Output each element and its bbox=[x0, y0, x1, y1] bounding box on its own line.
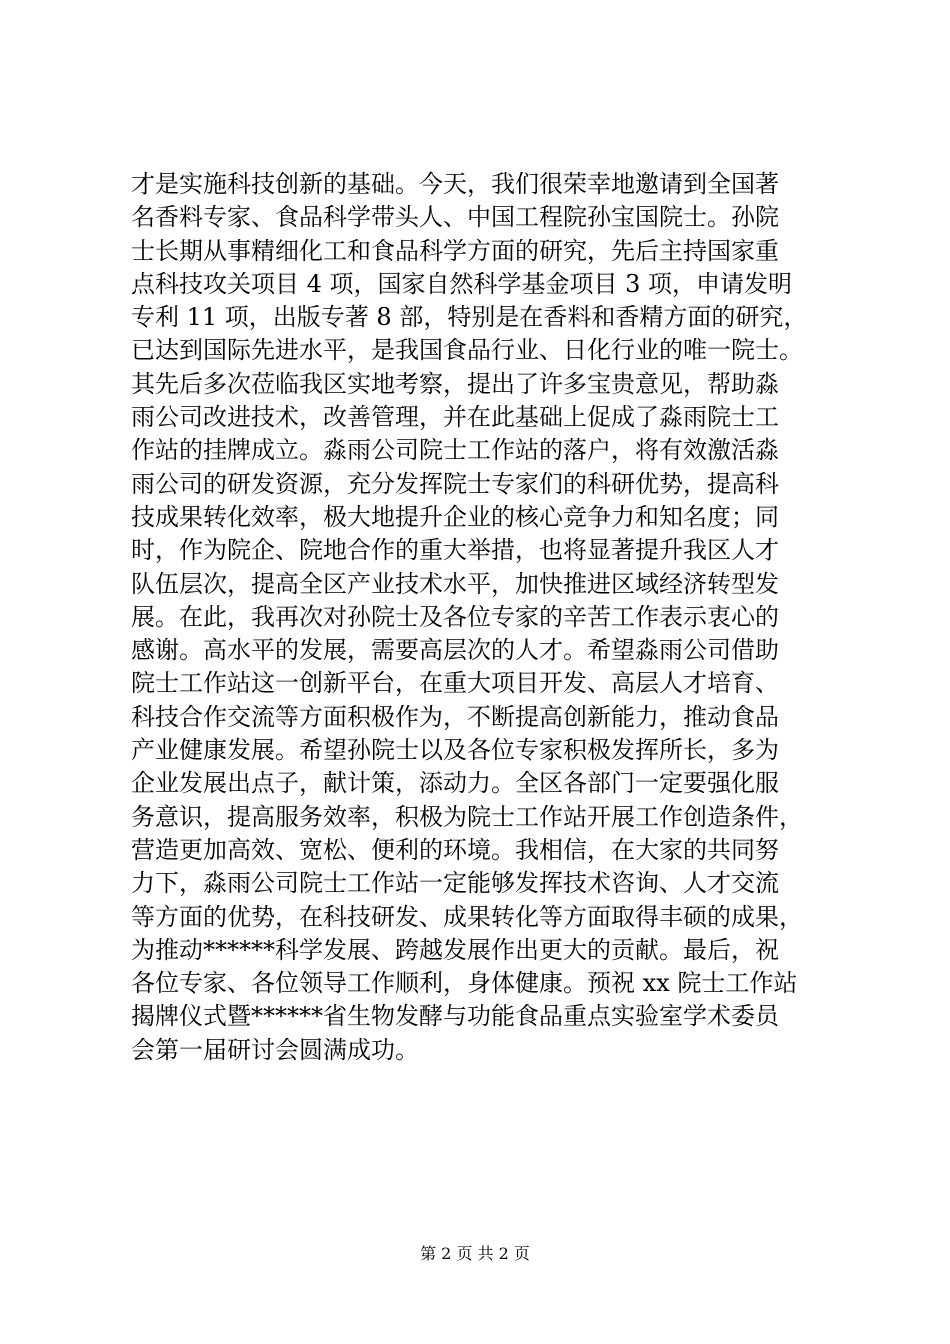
text-line: 企业发展出点子，献计策，添动力。全区各部门一定要强化服 bbox=[131, 769, 779, 798]
text-line: 务意识，提高服务效率，积极为院士工作站开展工作创造条件， bbox=[131, 802, 803, 831]
text-line: 作站的挂牌成立。淼雨公司院士工作站的落户，将有效激活淼 bbox=[131, 436, 779, 465]
page-number-footer: 第 2 页 共 2 页 bbox=[420, 1244, 530, 1263]
text-line: 各位专家、各位领导工作顺利，身体健康。预祝 xx 院士工作站 bbox=[131, 969, 798, 998]
text-line: 雨公司的研发资源，充分发挥院士专家们的科研优势，提高科 bbox=[131, 469, 779, 498]
text-line: 力下，淼雨公司院士工作站一定能够发挥技术咨询、人才交流 bbox=[131, 869, 779, 898]
text-line: 会第一届研讨会圆满成功。 bbox=[131, 1035, 419, 1064]
text-line: 队伍层次，提高全区产业技术水平，加快推进区域经济转型发 bbox=[131, 569, 779, 598]
text-line: 感谢。高水平的发展，需要高层次的人才。希望淼雨公司借助 bbox=[131, 636, 779, 665]
text-line: 其先后多次莅临我区实地考察，提出了许多宝贵意见，帮助淼 bbox=[131, 369, 779, 398]
text-line: 等方面的优势，在科技研发、成果转化等方面取得丰硕的成果， bbox=[131, 902, 803, 931]
text-line: 营造更加高效、宽松、便利的环境。我相信，在大家的共同努 bbox=[131, 835, 779, 864]
text-line: 士长期从事精细化工和食品科学方面的研究，先后主持国家重 bbox=[131, 236, 779, 265]
text-line: 技成果转化效率，极大地提升企业的核心竞争力和知名度；同 bbox=[131, 502, 779, 531]
text-line: 院士工作站这一创新平台，在重大项目开发、高层人才培育、 bbox=[131, 669, 779, 698]
text-line: 名香料专家、食品科学带头人、中国工程院孙宝国院士。孙院 bbox=[131, 203, 779, 232]
text-line: 专利 11 项，出版专著 8 部，特别是在香料和香精方面的研究， bbox=[131, 303, 808, 332]
text-line: 雨公司改进技术，改善管理，并在此基础上促成了淼雨院士工 bbox=[131, 403, 779, 432]
text-line: 为推动******科学发展、跨越发展作出更大的贡献。最后，祝 bbox=[131, 935, 779, 964]
text-line: 才是实施科技创新的基础。今天，我们很荣幸地邀请到全国著 bbox=[131, 170, 779, 198]
text-line: 揭牌仪式暨******省生物发酵与功能食品重点实验室学术委员 bbox=[131, 1002, 779, 1031]
text-line: 点科技攻关项目 4 项，国家自然科学基金项目 3 项，申请发明 bbox=[131, 269, 793, 298]
text-line: 产业健康发展。希望孙院士以及各位专家积极发挥所长，多为 bbox=[131, 736, 779, 765]
text-line: 已达到国际先进水平，是我国食品行业、日化行业的唯一院士。 bbox=[131, 336, 803, 365]
body-paragraph bbox=[131, 168, 851, 1067]
text-line: 科技合作交流等方面积极作为，不断提高创新能力，推动食品 bbox=[131, 702, 779, 731]
text-line: 时，作为院企、院地合作的重大举措，也将显著提升我区人才 bbox=[131, 536, 779, 565]
text-line: 展。在此，我再次对孙院士及各位专家的辛苦工作表示衷心的 bbox=[131, 602, 779, 631]
